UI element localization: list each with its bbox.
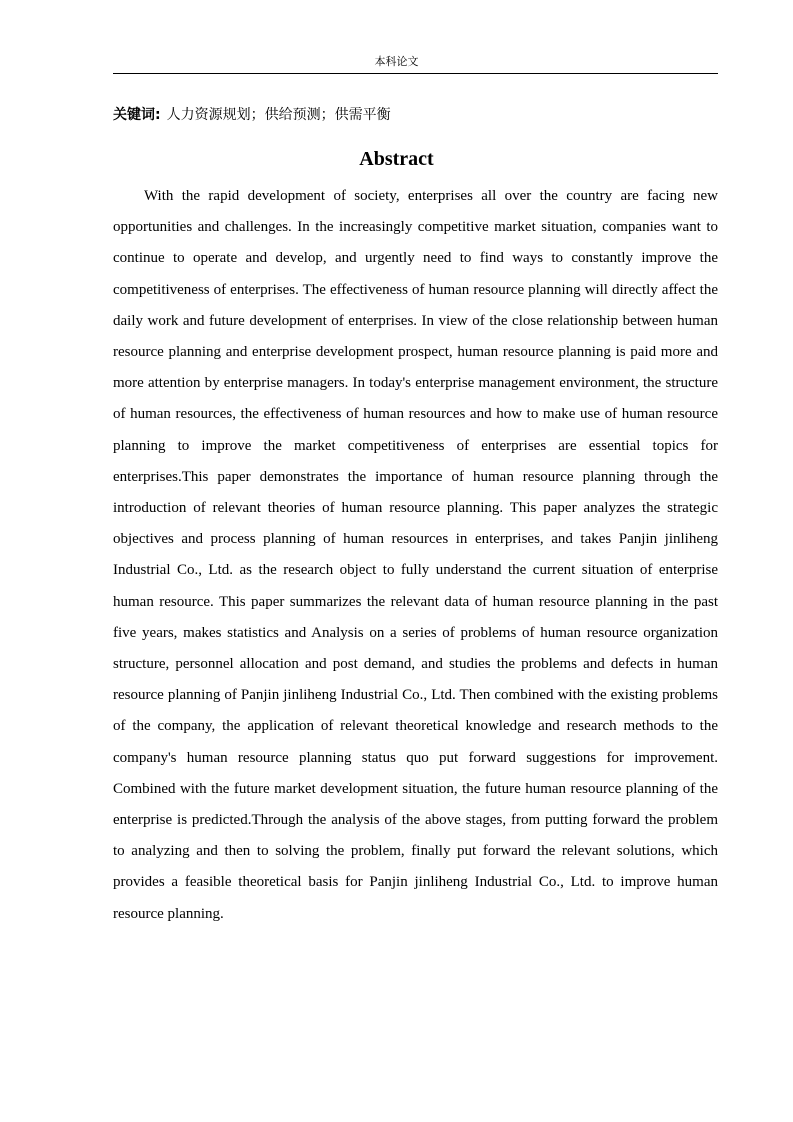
keywords-values: 人力资源规划；供给预测；供需平衡 [166,107,391,123]
header-divider [113,73,718,74]
keywords-label: 关键词: [113,107,161,123]
keywords-line [113,106,718,124]
page-header-title: 本科论文 [374,55,419,68]
abstract-heading: Abstract [359,148,434,170]
abstract-paragraph: With the rapid development of society, enterprises all over the country are facing new opportunities and challenges. In the increasingly competitive market situation, companies want to continue to operate and develop, and urgently need to find ways to constantly improve the competitiveness of enterprises. The effectiveness of human resource planning will directly affect the daily work and future development of enterprises. In view of the close relationship between human resource planning and enterprise development prospect, human resource planning is paid more and more attention by enterprise managers. In today's enterprise management environment, the structure of human resources, the effectiveness of human resources and how to make use of human resource planning to improve the market competitiveness of enterprises are essential topics for enterprises.This paper demonstrates the importance of human resource planning through the introduction of relevant theories of human resource planning. This paper analyzes the strategic objectives and process planning of human resources in enterprises, and takes Panjin jinliheng Industrial Co., Ltd. as the research object to fully understand the current situation of enterprise human resource. This paper summarizes the relevant data of human resource planning in the past five years, makes statistics and Analysis on a series of problems of human resource organization structure, personnel allocation and post demand, and studies the problems and defects in human resource planning of Panjin jinliheng Industrial Co., Ltd. Then combined with the existing problems of the company, the application of relevant theoretical knowledge and research methods to the company's human resource planning status quo put forward suggestions for improvement. Combined with the future market development situation, the future human resource planning of the enterprise is predicted.Through the analysis of the above stages, from putting forward the problem to analyzing and then to solving the problem, finally put forward the relevant solutions, which provides a feasible theoretical basis for Panjin jinliheng Industrial Co., Ltd. to improve human resource planning. [113,188,718,922]
